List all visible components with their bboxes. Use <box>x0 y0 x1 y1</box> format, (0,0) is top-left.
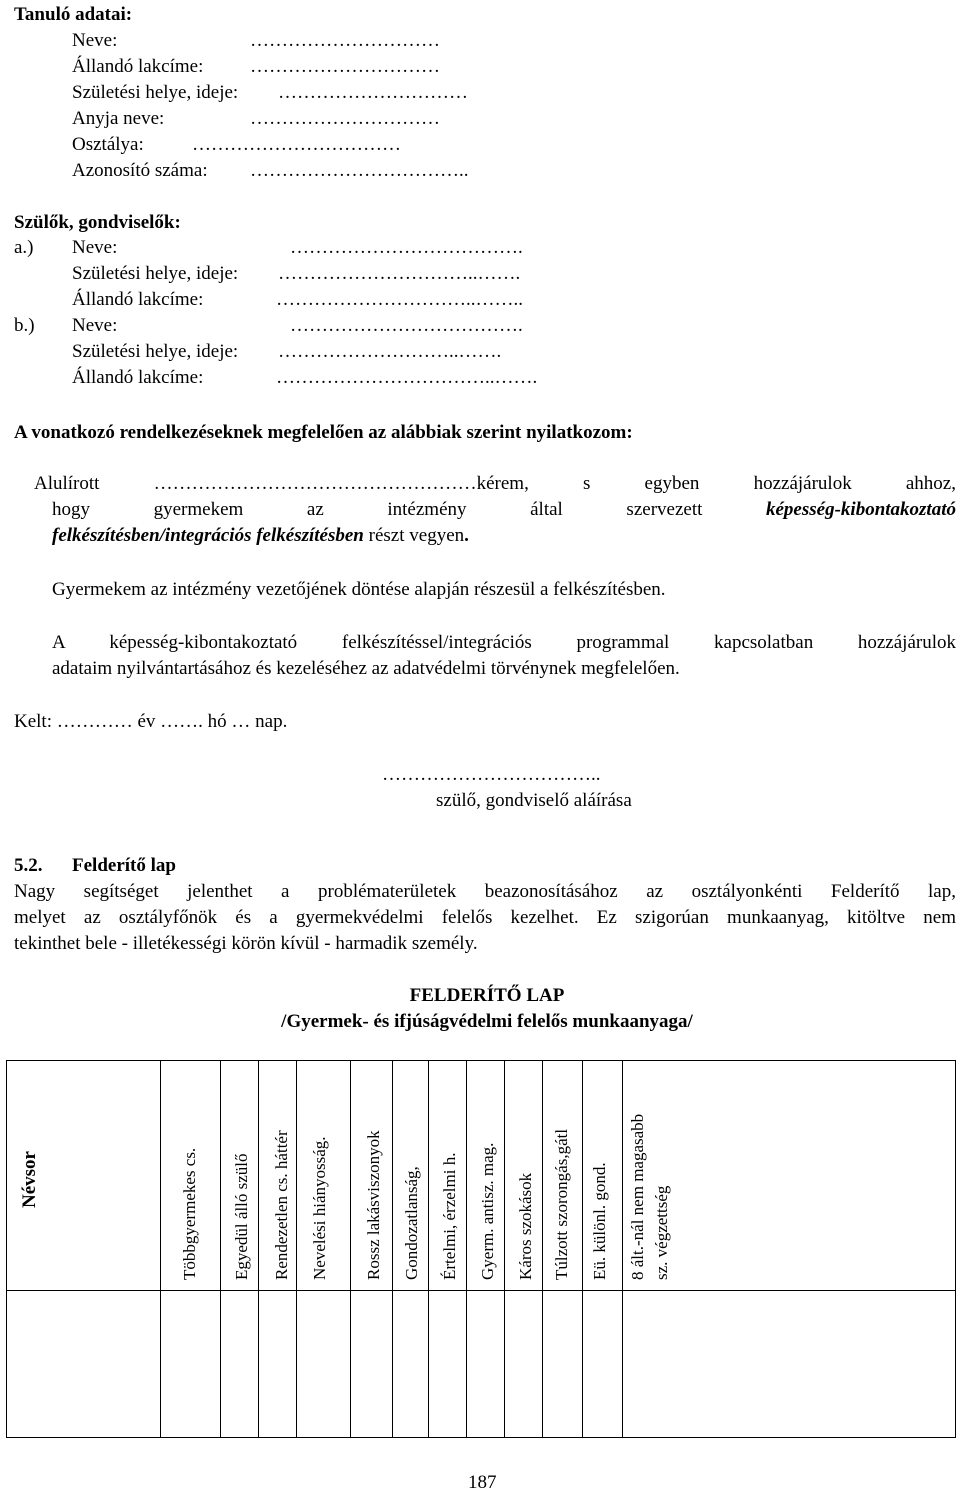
header-tulzott-szorongas: Túlzott szorongás,gátl <box>552 1128 571 1280</box>
declaration-line-2 <box>52 499 956 521</box>
section-para-line-2: melyet az osztályfőnök és a gyermekvédelmi felelős kezelhet. Ez szigorúan munkaanyag, kitöltve nem <box>14 907 956 928</box>
declaration-line-1: Alulírott ……………………………………………kérem, s egyben hozzájárulok ahhoz, <box>34 473 956 494</box>
col-sep <box>220 1060 221 1438</box>
parent-b-marker: b.) <box>14 315 35 336</box>
declaration-line-2-plain: hogy gyermekem az intézmény által szervezett <box>52 499 703 520</box>
col-sep <box>296 1060 297 1438</box>
header-egyedul-allo-szulo: Egyedül álló szülő <box>232 1153 251 1280</box>
header-rendezetlen-hatter: Rendezetlen cs. háttér <box>272 1130 291 1280</box>
parent-a-birth-dots: …………………………..……. <box>278 263 521 284</box>
table-left-border <box>6 1060 7 1438</box>
header-karos-szokasok: Káros szokások <box>516 1172 535 1280</box>
student-id-dots: …………………………….. <box>250 160 469 181</box>
date-line: Kelt: ………… év ……. hó … nap. <box>14 711 288 732</box>
section-title: Felderítő lap <box>72 855 176 876</box>
header-ertelmi-erzelmi: Értelmi, érzelmi h. <box>440 1152 459 1280</box>
declaration-heading: A vonatkozó rendelkezéseknek megfelelően az alábbiak szerint nyilatkozom: <box>14 422 633 443</box>
parents-heading: Szülők, gondviselők: <box>14 212 181 233</box>
header-8-alt-line-1: 8 ált.-nál nem magasabb <box>628 1113 647 1280</box>
student-heading: Tanuló adatai: <box>14 4 133 25</box>
declaration-para-3-line-2: adataim nyilvántartásához és kezeléséhez az adatvédelmi törvénynek megfelelően. <box>52 658 680 679</box>
declaration-line-3 <box>52 525 469 547</box>
student-birth-label: Születési helye, ideje: <box>72 82 239 103</box>
header-8-alt-line-2: sz. végzettség <box>652 1185 671 1280</box>
student-address-label: Állandó lakcíme: <box>72 56 204 77</box>
header-nevelesi-hianyossag: Nevelési hiányosság. <box>310 1136 329 1280</box>
header-gondozatlansag: Gondozatlanság, <box>402 1166 421 1280</box>
col-sep <box>160 1060 161 1438</box>
col-sep <box>428 1060 429 1438</box>
header-tobbgyermekes: Többgyermekes cs. <box>180 1147 199 1280</box>
student-birth-dots: ………………………… <box>278 82 468 103</box>
header-eu-kulonl-gond: Eü. különl. gond. <box>590 1162 609 1280</box>
table-header-separator <box>6 1290 956 1291</box>
col-sep <box>466 1060 467 1438</box>
parent-a-birth-label: Születési helye, ideje: <box>72 263 239 284</box>
parent-b-address-label: Állandó lakcíme: <box>72 367 204 388</box>
declaration-line-3-plain: részt vegyen <box>368 525 465 546</box>
form-title: FELDERÍTŐ LAP <box>409 985 565 1006</box>
parent-b-name-dots: ………………………………. <box>290 315 523 336</box>
declaration-para-2: Gyermekem az intézmény vezetőjének döntése alapján részesül a felkészítésben. <box>52 579 666 600</box>
student-name-label: Neve: <box>72 30 118 51</box>
section-para-line-3: tekinthet bele - illetékességi körön kívül - harmadik személy. <box>14 933 478 954</box>
student-id-label: Azonosító száma: <box>72 160 208 181</box>
col-sep <box>392 1060 393 1438</box>
student-mother-dots: ………………………… <box>250 108 440 129</box>
table-bottom-border <box>6 1437 956 1438</box>
declaration-para-3-line-1: A képesség-kibontakoztató felkészítéssel/integrációs programmal kapcsolatban hozzájárulok <box>52 632 956 653</box>
declaration-line-3-end: . <box>464 525 469 546</box>
signature-dots: …………………………….. <box>382 764 601 785</box>
student-address-dots: ………………………… <box>250 56 440 77</box>
col-sep <box>542 1060 543 1438</box>
parent-b-birth-label: Születési helye, ideje: <box>72 341 239 362</box>
col-sep <box>622 1060 623 1438</box>
declaration-line-3-bold: felkészítésben/integrációs felkészítésben <box>52 525 364 546</box>
col-sep <box>350 1060 351 1438</box>
signature-label: szülő, gondviselő aláírása <box>436 790 632 811</box>
section-number: 5.2. <box>14 855 43 876</box>
header-rossz-lakasviszonyok: Rossz lakásviszonyok <box>364 1130 383 1280</box>
parent-a-address-dots: …………………………..…….. <box>276 289 523 310</box>
table-right-border <box>955 1060 956 1438</box>
student-class-label: Osztálya: <box>72 134 144 155</box>
parent-a-marker: a.) <box>14 237 34 258</box>
student-class-dots: …………………………… <box>192 134 401 155</box>
student-name-dots: ………………………… <box>250 30 440 51</box>
col-sep <box>504 1060 505 1438</box>
parent-b-address-dots: ……………………………..……. <box>276 367 538 388</box>
parent-b-birth-dots: ………………………..……. <box>278 341 502 362</box>
header-gyerm-antisz: Gyerm. antisz. mag. <box>478 1142 497 1280</box>
student-mother-label: Anyja neve: <box>72 108 165 129</box>
table-top-border <box>6 1060 956 1061</box>
page-number: 187 <box>468 1472 497 1493</box>
declaration-line-2-bold: képesség-kibontakoztató <box>766 499 956 520</box>
form-subtitle: /Gyermek- és ifjúságvédelmi felelős munkaanyaga/ <box>281 1011 693 1032</box>
header-nevsor: Névsor <box>19 1151 40 1208</box>
parent-a-name-dots: ………………………………. <box>290 237 523 258</box>
col-sep <box>582 1060 583 1438</box>
parent-a-name-label: Neve: <box>72 237 118 258</box>
parent-b-name-label: Neve: <box>72 315 118 336</box>
section-para-line-1: Nagy segítséget jelenthet a problématerületek beazonosításához az osztályonkénti Felderítő lap, <box>14 881 956 902</box>
col-sep <box>258 1060 259 1438</box>
parent-a-address-label: Állandó lakcíme: <box>72 289 204 310</box>
